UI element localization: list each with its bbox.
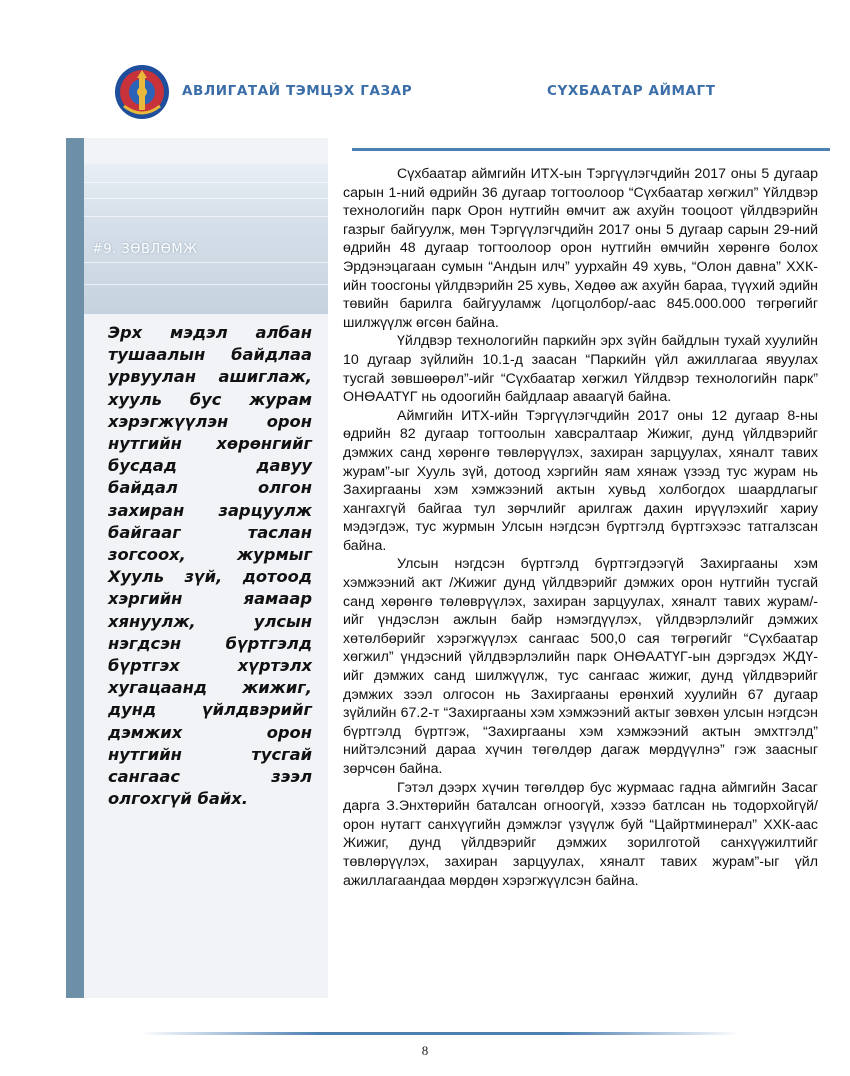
section-tag: #9. ЗӨВЛӨМЖ [92,242,198,257]
footer-divider [140,1032,740,1035]
paragraph: Сүхбаатар аймгийн ИТХ-ын Тэргүүлэгчдийн 2017 оны 5 дугаар сарын 1-ний өдрийн 36 дугаар тогтоолоор “Сүхбаатар хөгжил” Үйлдвэр технологийн парк Орон нутгийн өмчит аж ахуйн тооцоот үйлдвэрийн газрыг байгуулж, мөн Тэргүүлэгчдийн 2017 оны 5 дугаар сарын 29-ний өдрийн 48 дугаар тогтоолоор орон нутгийн өмчийн хөрөнгө болох Эрдэнэцагаан сумын “Андын илч” уурхайн 49 хувь, “Олон давна” ХХК-ийн тоосгоны үйлдвэрийн 25 хувь, Хөдөө аж ахуйн бараа, түүхий эдийн төвийн барилга байгууламж /цогцолбор/-аас 845.000.000 төгрөгийг шилжүүлж өгсөн байна. [343,166,818,331]
top-rule-divider [352,148,830,151]
page-header [110,58,730,128]
paragraph: Улсын нэгдсэн бүртгэлд бүртгэгдээгүй Захиргааны хэм хэмжээний акт /Жижиг дунд үйлдвэрийг дэмжих орон нутгийн тусгай санд хөрөнгө төлөврүүлэх, захиран зарцуулах, хяналт тавих журам/-ийг үндэслэн ажлын байр нэмэгдүүлэх, үйлдвэрлэлийг дэмжих хөтөлбөрийг хэрэгжүүлэх сангаас 500,0 сая төгрөгийг “Сүхбаатар хөгжил” үндэсний үйлдвэрлэлийн парк ОНӨААТҮГ-ын дэргэдэх ЖДҮ-ийг дэмжих санд шилжүүлж, тус сангаас жижиг, дунд үйлдвэрийг дэмжих зээл олгосон нь Захиргааны ерөнхий хуулийн 67 дугаар зүйлийн 67.2-т “Захиргааны хэм хэмжээний актыг зөвхөн улсын нэгдсэн бүртгэлд бүртгэж, “Захиргааны хэм хэмжээний актын эмхтгэлд” нийтэлсэний дараа хүчин төгөлдөр дагаж мөрдүүлнэ” гэж заасныг зөрчсөн байна. [343,556,818,777]
organization-name: АВЛИГАТАЙ ТЭМЦЭХ ГАЗАР [182,83,413,99]
recommendation-text: Эрх мэдэл албан тушаалын байдлаа урвуулан ашиглаж, хууль бус журам хэрэгжүүлэн орон нутгийн хөрөнгийг бусдад давуу байдал олгон захиран зарцуулж байгааг таслан зогсоох, журмыг Хууль зүй, дотоод хэргийн яамаар хянуулж, улсын нэгдсэн бүртгэлд бүртгэх хүртэлх хугацаанд жижиг, дунд үйлдвэрийг дэмжих орон нутгийн тусгай сангаас зээл олгохгүй байх. [108,323,312,809]
paragraph: Аймгийн ИТХ-ийн Тэргүүлэгчдийн 2017 оны 12 дугаар 8-ны өдрийн 82 дугаар тогтоолын хавсралтаар Жижиг, дунд үйлдвэрийг дэмжих санд хөрөнгө төвлөрүүлэх, захиран зарцуулах, хяналт тавих журам”-ыг Хууль зүй, дотоод хэргийн яам хянаж үзээд тус журам нь Захиргааны хэм хэмжээний актын хувьд холбогдох шаардлагыг хангахгүй байгаа тул зөрчлийг арилгаж дахин ирүүлэхийг хариу мэдэгдэж, тус журмын Улсын нэгдсэн бүртгэлд бүртгэхээс татгалзсан байна. [343,407,818,554]
paragraph: Гэтэл дээрх хүчин төгөлдөр бус журмаас гадна аймгийн Засаг дарга З.Энхтөрийн баталсан огноогүй, хэзээ батлсан нь тодорхойгүй/ орон нутагт санхүүгийн дэмжлэг үзүүлж буй “Цайртминерал” ХХК-аас Жижиг, дунд үйлдвэрийг дэмжих зорилготой санхүүжилтийг төвлөрүүлэх, захиран зарцуулах, хяналт тавих журам”-ыг үйл ажиллагаандаа мөрдөн хэрэгжүүлсэн байна. [343,779,818,889]
state-emblem-icon [114,62,170,122]
sidebar-stripe [66,138,84,998]
paragraph: Үйлдвэр технологийн паркийн эрх зүйн байдлын тухай хуулийн 10 дугаар зүйлийн 10.1-д заасан “Паркийн үйл ажиллагаа явуулах тусгай зөвшөөрөл”-ийг “Сүхбаатар хөгжил Үйлдвэр технологийн парк” ОНӨААТҮГ нь одоогийн байдлаар аваагүй байна. [343,333,818,406]
section-banner [84,164,328,314]
province-name: СҮХБААТАР АЙМАГТ [547,83,716,99]
page-number: 8 [421,1043,429,1058]
body-text [343,165,818,890]
